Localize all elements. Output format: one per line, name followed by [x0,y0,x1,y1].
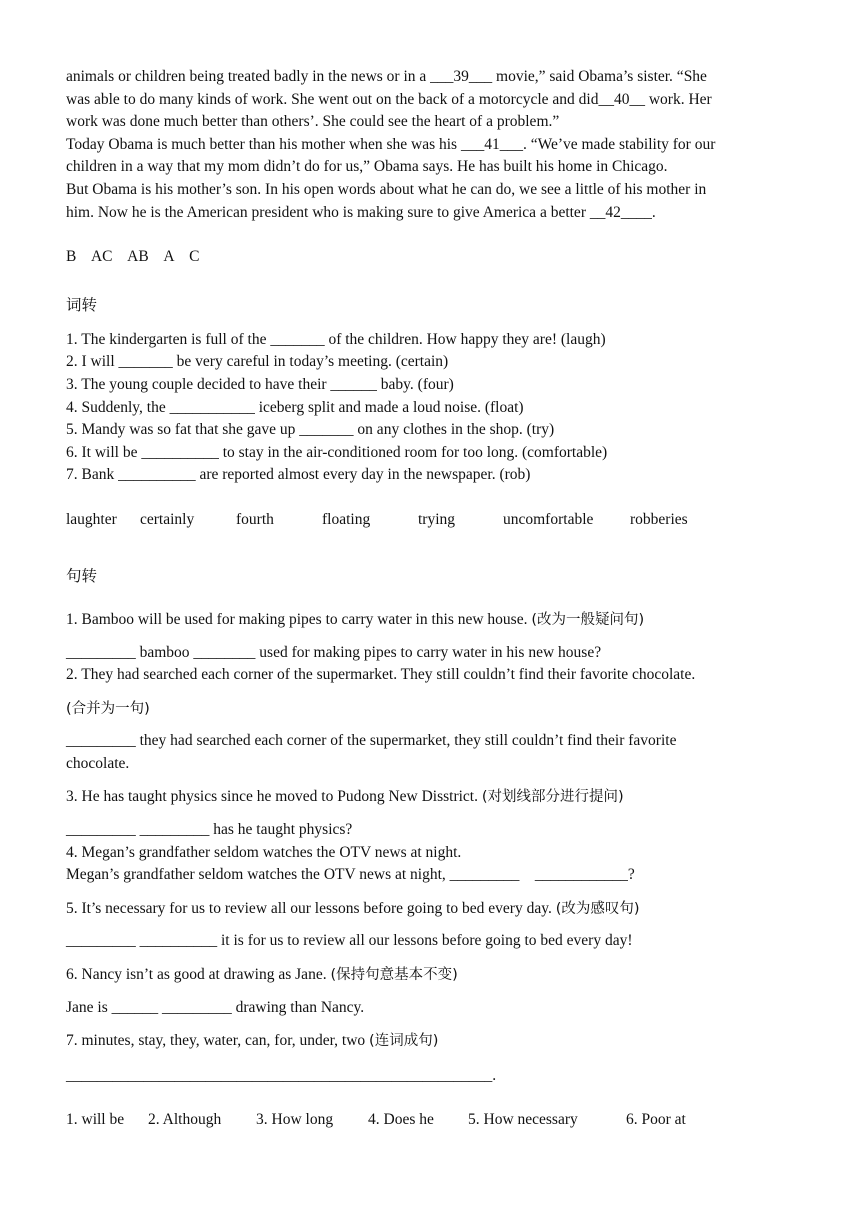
word-transform-item: 1. The kindergarten is full of the _______ of the children. How happy they are! (laugh) [66,330,606,348]
answer-blank-line: _________ _________ has he taught physics? [66,821,353,839]
word-transform-item: 2. I will _______ be very careful in today’s meeting. (certain) [66,353,449,371]
answer-word: laughter [66,510,117,528]
question-text: 3. He has taught physics since he moved to Pudong New Disstrict. [66,788,482,806]
question-instruction: (改为感叹句) [555,900,640,917]
passage [66,66,806,224]
sentence-question-5 [66,898,806,921]
answer-blank-line: Jane is ______ _________ drawing than Nancy. [66,998,365,1016]
answer-blank-line: Megan’s grandfather seldom watches the OTV news at night, _________ ____________? [66,866,635,884]
word-transform-item: 6. It will be __________ to stay in the air-conditioned room for too long. (comfortable) [66,443,608,461]
answer-word: floating [322,510,371,528]
question-instruction: (改为一般疑问句) [531,611,645,628]
word-transform-item: 3. The young couple decided to have their ______ baby. (four) [66,375,454,393]
answer-sentence: 1. will be [66,1111,125,1129]
answer-blank-line: _________ bamboo ________ used for making pipes to carry water in his new house? [66,643,602,661]
answer-blank-line: _________ __________ it is for us to review all our lessons before going to bed every day! [66,932,633,950]
passage-answers: B AC AB A C [66,248,200,266]
answer-sentence: 6. Poor at [626,1111,686,1129]
question-text: 7. minutes, stay, they, water, can, for, under, two [66,1032,370,1050]
question-instruction: (对划线部分进行提问) [481,789,624,806]
sentence-question-1 [66,609,806,632]
answer-blank-line: _______________________________________________________. [66,1066,497,1084]
answer-word: uncomfortable [503,510,594,528]
question-instruction: (保持句意基本不变) [330,967,458,984]
document-page [66,66,806,1131]
sentence-question-2: 2. They had searched each corner of the supermarket. They still couldn’t find their favorite chocolate. [66,666,696,684]
passage-line: him. Now he is the American president who is making sure to give America a better __42____. [66,203,656,221]
word-transform-item: 7. Bank __________ are reported almost every day in the newspaper. (rob) [66,466,531,484]
question-instruction: (合并为一句) [66,700,150,717]
answer-sentence: 2. Although [148,1111,222,1129]
answer-blank-line: _________ they had searched each corner of the supermarket, they still couldn’t find their favorite [66,732,677,750]
sentence-question-7 [66,1030,806,1053]
passage-line: work was done much better than others’. She could see the heart of a problem.” [66,113,560,131]
passage-line: Today Obama is much better than his mother when she was his ___41___. “We’ve made stability for our [66,135,716,153]
word-transform-answers [66,509,806,531]
sentence-transform-answers [66,1109,806,1131]
word-transform-items [66,329,806,487]
answer-word: fourth [236,510,274,528]
question-instruction: (连词成句) [369,1033,439,1050]
answer-word: certainly [140,510,195,528]
passage-line: But Obama is his mother’s son. In his open words about what he can do, we see a little of his mother in [66,180,707,198]
word-transform-heading: 词转 [66,295,98,314]
word-transform-item: 5. Mandy was so fat that she gave up _______ on any clothes in the shop. (try) [66,421,555,439]
answer-word: trying [418,510,456,528]
passage-line: children in a way that my mom didn’t do for us,” Obama says. He has built his home in Chicago. [66,158,668,176]
answer-sentence: 3. How long [256,1111,334,1129]
question-text: 1. Bamboo will be used for making pipes to carry water in this new house. [66,610,532,628]
question-text: 6. Nancy isn’t as good at drawing as Jane. [66,966,331,984]
answer-word: robberies [630,510,688,528]
passage-line: was able to do many kinds of work. She went out on the back of a motorcycle and did__40__ work. Her [66,90,712,108]
sentence-question-3 [66,786,806,809]
word-transform-item: 4. Suddenly, the ___________ iceberg split and made a loud noise. (float) [66,398,524,416]
answer-blank-line: chocolate. [66,754,130,772]
question-text: 5. It’s necessary for us to review all our lessons before going to bed every day. [66,899,556,917]
sentence-question-6 [66,964,806,987]
sentence-question-4: 4. Megan’s grandfather seldom watches the OTV news at night. [66,843,462,861]
passage-line: animals or children being treated badly in the news or in a ___39___ movie,” said Obama’s sister. “She [66,68,707,85]
answer-sentence: 5. How necessary [468,1111,578,1129]
answer-sentence: 4. Does he [368,1111,434,1129]
sentence-transform-heading: 句转 [66,566,98,585]
